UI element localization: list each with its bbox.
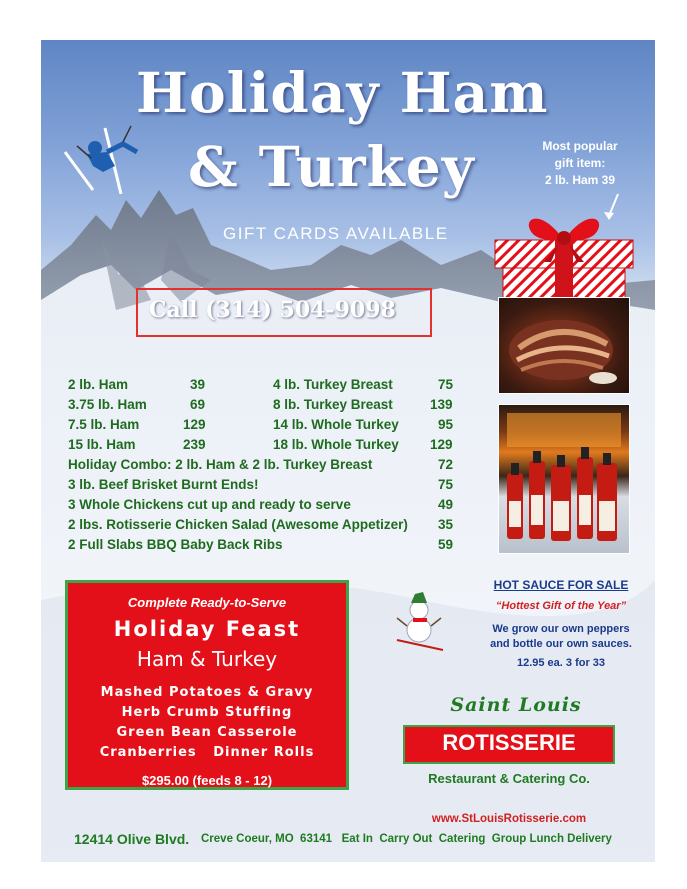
price-item: 14 lb. Whole Turkey [273,417,399,432]
ham-photo [498,297,630,394]
price-value: 49 [438,497,454,512]
price-item: 7.5 lb. Ham [68,417,140,432]
price-item: 3 Whole Chickens cut up and ready to serve [68,497,351,512]
price-item: 4 lb. Turkey Breast [273,377,393,392]
feast-title-2: Ham & Turkey [136,647,278,671]
price-value: 139 [430,397,453,412]
brand-tagline: Restaurant & Catering Co. [428,771,590,786]
holiday-feast-box [65,580,349,790]
popular-line-2: gift item: [554,156,606,170]
price-value: 75 [438,377,454,392]
price-item: 3 lb. Beef Brisket Burnt Ends! [68,477,259,492]
brand-script: Saint Louis [450,694,582,716]
phone-number[interactable]: Call (314) 504-9098 [149,297,396,323]
hot-sauce-desc-line-1: We grow our own peppers [492,623,630,635]
hot-sauce-photo [498,404,630,554]
price-item: 8 lb. Turkey Breast [273,397,393,412]
hot-sauce-price: 12.95 ea. 3 for 33 [516,657,606,669]
price-value: 39 [190,377,206,392]
price-value: 95 [438,417,454,432]
price-value: 35 [438,517,454,532]
hot-sauce-title: HOT SAUCE FOR SALE [493,578,629,592]
price-value: 75 [438,477,454,492]
snowman-skier-icon [393,588,449,654]
skier-icon [63,122,153,194]
price-item: Holiday Combo: 2 lb. Ham & 2 lb. Turkey Breast [68,457,373,472]
footer-details: Creve Coeur, MO 63141 Eat In Carry Out Catering Group Lunch Delivery [201,833,612,845]
feast-side: Cranberries Dinner Rolls [99,745,315,760]
price-value: 239 [183,437,206,452]
title-line-2: & Turkey [188,134,475,199]
popular-line-3: 2 lb. Ham 39 [544,173,616,187]
price-item: 2 lb. Ham [68,377,129,392]
popular-item-note [529,138,631,189]
price-value: 72 [438,457,454,472]
price-item: 2 lbs. Rotisserie Chicken Salad (Awesome Appetizer) [68,517,408,532]
feast-subtitle: Complete Ready-to-Serve [127,595,287,610]
feast-side: Herb Crumb Stuffing [121,705,293,720]
gift-cards-label: GIFT CARDS AVAILABLE [223,224,449,243]
gift-box-icon [489,200,639,300]
flyer [41,40,655,862]
price-item: 18 lb. Whole Turkey [273,437,399,452]
price-value: 129 [430,437,453,452]
brand-name: ROTISSERIE [442,730,576,755]
price-value: 129 [183,417,206,432]
price-value: 69 [190,397,206,412]
price-item: 15 lb. Ham [68,437,136,452]
feast-side: Mashed Potatoes & Gravy [100,685,314,700]
hot-sauce-subtitle: “Hottest Gift of the Year” [495,600,627,612]
hot-sauce-description [481,622,641,652]
website-link[interactable]: www.StLouisRotisserie.com [431,813,587,825]
hot-sauce-desc-line-2: and bottle our own sauces. [490,638,632,650]
price-value: 59 [438,537,454,552]
footer-street: 12414 Olive Blvd. [74,831,190,847]
popular-line-1: Most popular [542,139,618,153]
price-item: 3.75 lb. Ham [68,397,147,412]
price-item: 2 Full Slabs BBQ Baby Back Ribs [68,537,283,552]
title-line-1: Holiday Ham [136,60,549,125]
feast-title: Holiday Feast [113,617,301,641]
feast-price: $295.00 (feeds 8 - 12) [141,773,273,788]
feast-side: Green Bean Casserole [116,725,298,740]
